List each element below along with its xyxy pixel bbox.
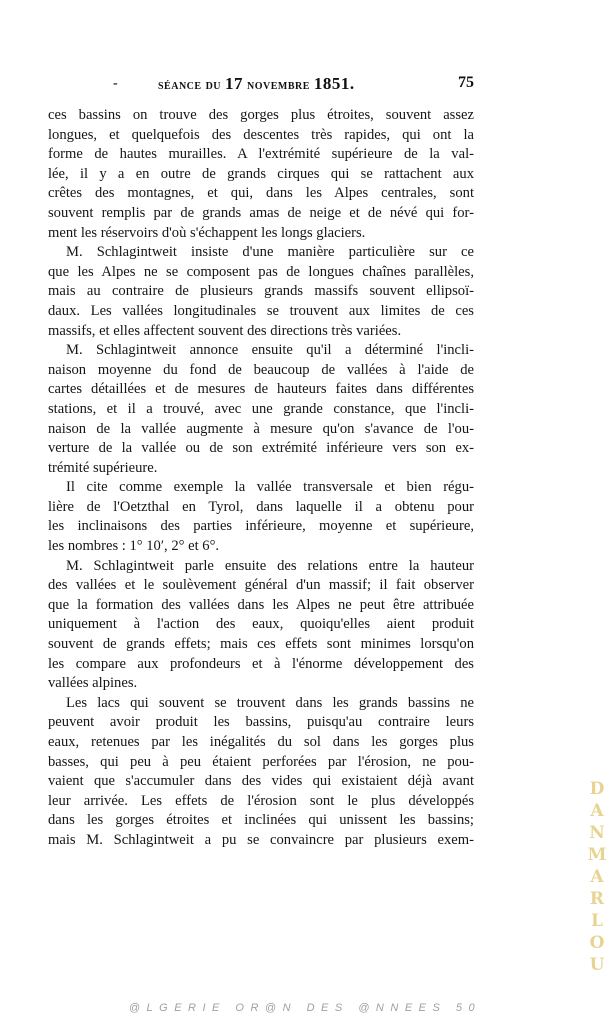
- text-line: forme de hautes murailles. A l'extrémité supérieure de la val-: [48, 146, 474, 163]
- header-dash: -: [113, 76, 118, 91]
- text-line: mais au contraire de plusieurs grands massifs souvent ellipsoï-: [48, 283, 474, 300]
- text-line: peuvent avoir produit les bassins, puisqu'au contraire leurs: [48, 714, 474, 731]
- page-header: [48, 74, 474, 98]
- body-text: [48, 106, 474, 851]
- text-line: stations, et il a trouvé, avec une grande constance, que l'incli-: [48, 400, 474, 417]
- text-line: souvent de grands effets; mais ces effets sont minimes lorsqu'on: [48, 636, 474, 653]
- header-year: 1851.: [313, 74, 355, 93]
- text-line: M. Schlagintweit parle ensuite des relations entre la hauteur: [66, 557, 474, 574]
- text-line: naison moyenne du fond de beaucoup de vallées à l'aide de: [48, 361, 474, 378]
- text-line: les compare aux profondeurs et à l'énorme développement des: [48, 655, 474, 672]
- text-line: lière de l'Oetzthal en Tyrol, dans laquelle il a obtenu pour: [48, 498, 474, 515]
- text-line: naison de la vallée augmente à mesure qu'on s'avance de l'ou-: [48, 420, 474, 437]
- header-month: novembre: [247, 78, 310, 93]
- text-line: les inclinaisons des parties inférieure, moyenne et supérieure,: [48, 518, 474, 535]
- text-line: daux. Les vallées longitudinales se trouvent aux limites de ces: [48, 302, 474, 319]
- header-day: 17: [225, 74, 244, 93]
- footer-watermark: @LGERIE OR@N DES @NNEES 50: [128, 1002, 482, 1014]
- header-seance: séance du: [158, 78, 222, 93]
- text-line: M. Schlagintweit annonce ensuite qu'il a déterminé l'incli-: [66, 342, 474, 359]
- text-line: cartes détaillées et de mesures de hauteurs faites dans différentes: [48, 381, 474, 398]
- text-line: vallées alpines.: [48, 675, 138, 692]
- text-line: eaux, retenues par les inégalités du sol dans les gorges plus: [48, 734, 474, 750]
- page-number: 75: [458, 74, 474, 91]
- text-line: les nombres : 1° 10′, 2° et 6°.: [48, 538, 220, 555]
- text-line: trémité supérieure.: [48, 459, 158, 476]
- text-line: mais M. Schlagintweit a pu se convaincre par plusieurs exem-: [48, 831, 474, 848]
- text-line: dans les gorges étroites et inclinées qui unissent les bassins;: [48, 812, 474, 829]
- text-line: massifs, et elles affectent souvent des directions très variées.: [48, 322, 402, 339]
- text-line: vaient que s'accumuler dans des vides qui existaient déjà avant: [48, 773, 474, 790]
- text-line: ces bassins on trouve des gorges plus étroites, souvent assez: [48, 107, 474, 123]
- text-line: souvent remplis par de grands amas de neige et de névé qui for-: [48, 204, 474, 221]
- text-line: basses, qui peu à peu étaient perforées par l'érosion, ne pou-: [48, 753, 474, 770]
- text-line: verture de la vallée ou de son extrémité inférieure vers son ex-: [48, 440, 474, 457]
- text-line: longues, et quelquefois des descentes très rapides, qui ont la: [48, 126, 474, 143]
- text-line: lée, il y a en outre de grands cirques qui se rattachent aux: [48, 165, 474, 182]
- text-line: que les Alpes ne se composent pas de longues chaînes parallèles,: [48, 263, 474, 280]
- text-line: que la formation des vallées dans les Alpes ne peut être attribuée: [48, 596, 474, 613]
- text-line: leur arrivée. Les effets de l'érosion sont le plus développés: [48, 792, 474, 809]
- text-line: crêtes des montagnes, et qui, dans les Alpes centrales, sont: [48, 185, 474, 202]
- text-line: ment les réservoirs d'où s'échappent les longs glaciers.: [48, 224, 366, 241]
- header-title: [158, 74, 355, 94]
- text-line: Il cite comme exemple la vallée transversale et bien régu-: [66, 479, 474, 496]
- text-line: uniquement à l'action des eaux, quoiqu'elles aient produit: [48, 616, 474, 633]
- text-line: des vallées et le soulèvement général d'un massif; il fait observer: [48, 577, 474, 594]
- text-line: M. Schlagintweit insiste d'une manière particulière sur ce: [66, 244, 474, 261]
- side-watermark: DANMARLOU: [587, 779, 607, 977]
- text-line: Les lacs qui souvent se trouvent dans les grands bassins ne: [66, 694, 474, 711]
